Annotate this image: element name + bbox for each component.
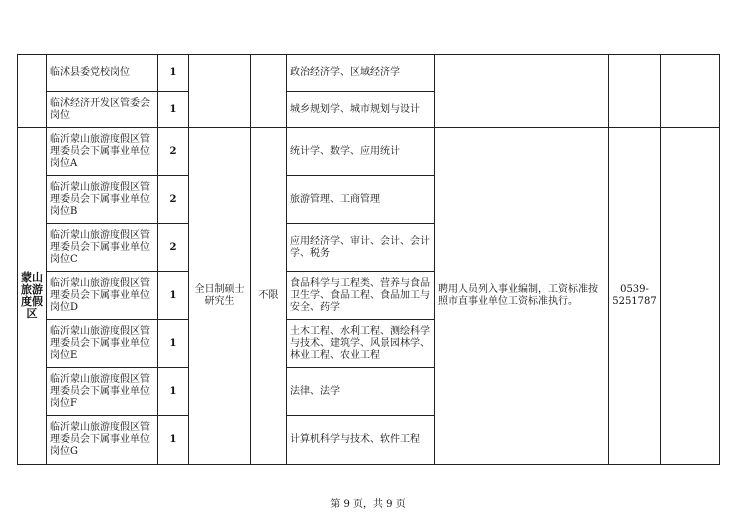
post-name: 临沂蒙山旅游度假区管理委员会下属事业单位岗位C: [47, 224, 158, 272]
major-requirement: 法律、法学: [287, 368, 435, 416]
post-count: 1: [158, 368, 189, 416]
post-name: 临沂蒙山旅游度假区管理委员会下属事业单位岗位E: [47, 320, 158, 368]
post-name: 临沭县委党校岗位: [47, 55, 158, 92]
post-count: 1: [158, 272, 189, 320]
education-cell-empty: [189, 55, 251, 128]
major-requirement: 城乡规划学、城市规划与设计: [287, 92, 435, 128]
major-requirement: 计算机科学与技术、软件工程: [287, 416, 435, 465]
phone-cell-empty: [609, 55, 661, 128]
post-count: 2: [158, 176, 189, 224]
note-cell-empty: [435, 55, 609, 128]
major-requirement: 旅游管理、工商管理: [287, 176, 435, 224]
post-name: 临沭经济开发区管委会岗位: [47, 92, 158, 128]
post-count: 1: [158, 416, 189, 465]
degree-cell-empty: [251, 55, 287, 128]
extra-cell-empty: [661, 128, 720, 465]
major-requirement: 统计学、数学、应用统计: [287, 128, 435, 176]
major-requirement: 食品科学与工程类、营养与食品卫生学、食品工程、食品加工与安全、药学: [287, 272, 435, 320]
notes: 聘用人员列入事业编制，工资标准按照市直事业单位工资标准执行。: [435, 128, 609, 465]
region-cell-empty: [18, 55, 47, 128]
table-row: [18, 55, 720, 92]
post-count: 2: [158, 224, 189, 272]
post-name: 临沂蒙山旅游度假区管理委员会下属事业单位岗位F: [47, 368, 158, 416]
post-count: 2: [158, 128, 189, 176]
table-row: [18, 128, 720, 176]
major-requirement: 土木工程、水利工程、测绘科学与技术、建筑学、风景园林学、林业工程、农业工程: [287, 320, 435, 368]
recruitment-table: [17, 54, 720, 465]
post-count: 1: [158, 55, 189, 92]
education-requirement: 全日制硕士研究生: [189, 128, 251, 465]
extra-cell-empty: [661, 55, 720, 128]
post-count: 1: [158, 92, 189, 128]
contact-phone: 0539-5251787: [609, 128, 661, 465]
page-footer: 第 9 页，共 9 页: [330, 499, 406, 510]
major-requirement: 政治经济学、区域经济学: [287, 55, 435, 92]
major-requirement: 应用经济学、审计、会计、会计学、税务: [287, 224, 435, 272]
post-name: 临沂蒙山旅游度假区管理委员会下属事业单位岗位D: [47, 272, 158, 320]
post-name: 临沂蒙山旅游度假区管理委员会下属事业单位岗位B: [47, 176, 158, 224]
post-name: 临沂蒙山旅游度假区管理委员会下属事业单位岗位A: [47, 128, 158, 176]
region-name: 蒙山旅游度假区: [18, 128, 47, 465]
degree-requirement: 不限: [251, 128, 287, 465]
post-count: 1: [158, 320, 189, 368]
post-name: 临沂蒙山旅游度假区管理委员会下属事业单位岗位G: [47, 416, 158, 465]
